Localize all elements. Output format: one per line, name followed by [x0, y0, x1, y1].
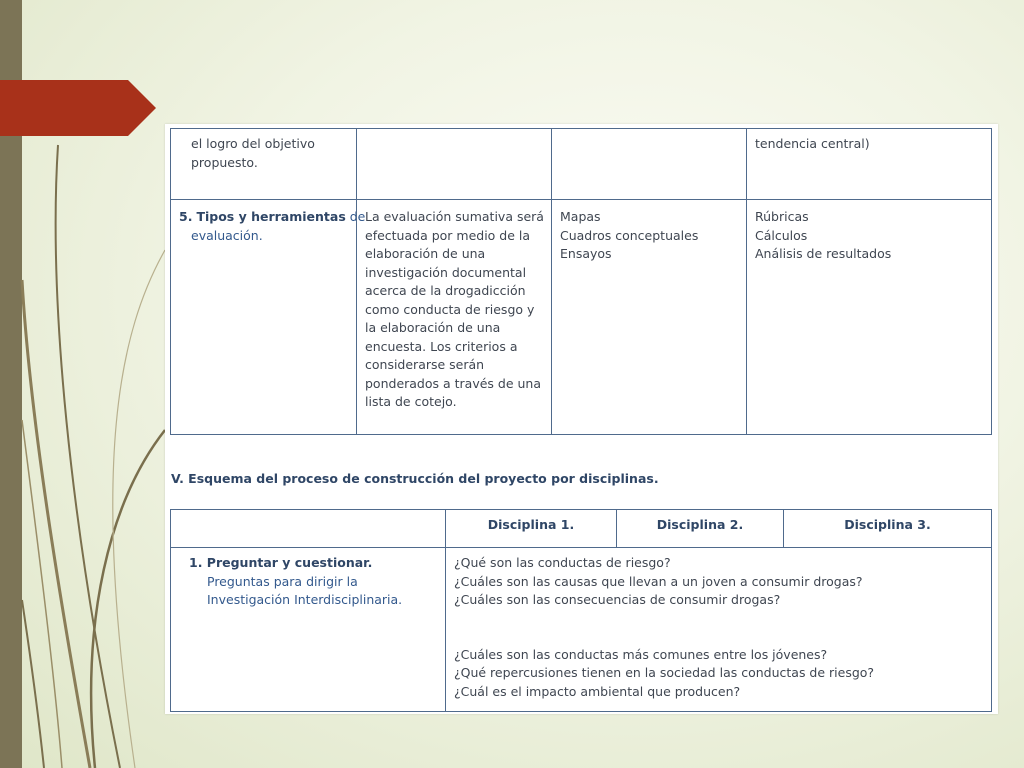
text-line: efectuada por medio de la	[365, 227, 531, 243]
top-table-r2-c2	[356, 199, 552, 435]
row-subtitle-line: Investigación Interdisciplinaria.	[207, 592, 403, 607]
question-item: ¿Cuáles son las causas que llevan a un joven a consumir drogas?	[454, 573, 863, 589]
text-line: elaboración de una	[365, 246, 486, 261]
item-title-rest: de	[349, 209, 366, 224]
row-subtitle-line: Preguntas para dirigir la	[207, 573, 358, 589]
text-line: Ensayos	[560, 246, 612, 261]
question-item: ¿Qué repercusiones tienen en la sociedad las conductas de riesgo?	[454, 665, 875, 680]
question-item: ¿Cuál es el impacto ambiental que producen?	[454, 683, 741, 699]
title-arrow-shape	[0, 80, 156, 136]
item-number: 5.	[179, 209, 193, 224]
question-item: ¿Cuáles son las conductas más comunes entre los jóvenes?	[454, 646, 828, 662]
text-line: Análisis de resultados	[755, 246, 892, 261]
header-label: Disciplina 3.	[844, 517, 931, 532]
top-table-r2-c4	[746, 199, 992, 435]
text-line: tendencia central)	[755, 136, 870, 151]
header-label: Disciplina 1.	[487, 517, 575, 532]
document-image	[165, 124, 998, 714]
section-v-heading: V. Esquema del proceso de construcción del proyecto por disciplinas.	[171, 471, 659, 486]
text-line: lista de cotejo.	[365, 394, 457, 409]
header-disciplina-1	[445, 509, 617, 548]
question-list-1	[454, 554, 983, 610]
header-disciplina-3	[783, 509, 992, 548]
text-line: Cálculos	[755, 227, 808, 243]
question-list-2	[454, 646, 983, 702]
text-line: acerca de la drogadicción	[365, 283, 526, 298]
text-line: el logro del objetivo	[191, 136, 315, 151]
row-title: 1. Preguntar y cuestionar.	[189, 555, 373, 570]
text-line: La evaluación sumativa será	[365, 209, 544, 224]
top-table-r1-c2	[356, 128, 552, 200]
top-table-r1-c1	[170, 128, 357, 200]
text-line: ponderados a través de una	[365, 375, 542, 391]
text-line: considerarse serán	[365, 357, 485, 372]
top-table-r2-c3	[551, 199, 747, 435]
top-table-r1-c4	[746, 128, 992, 200]
text-line: la elaboración de una	[365, 320, 501, 335]
text-line: propuesto.	[191, 154, 258, 170]
top-table-r1-c3	[551, 128, 747, 200]
text-line: Cuadros conceptuales	[560, 227, 699, 243]
item-title: Tipos y herramientas	[196, 209, 346, 224]
text-line: como conducta de riesgo y	[365, 301, 535, 317]
header-label: Disciplina 2.	[656, 517, 744, 532]
text-line: Rúbricas	[755, 209, 809, 224]
bottom-table-r1-questions	[445, 547, 992, 712]
text-line: encuesta. Los criterios a	[365, 338, 518, 354]
top-table-r2-c1	[170, 199, 366, 435]
header-disciplina-2	[616, 509, 784, 548]
text-line: investigación documental	[365, 264, 527, 280]
question-item: ¿Qué son las conductas de riesgo?	[454, 555, 671, 570]
bottom-table-r1-c1	[170, 547, 446, 712]
text-line: Mapas	[560, 209, 601, 224]
bottom-table-header-blank	[170, 509, 446, 548]
item-title-line2: evaluación.	[191, 227, 263, 243]
question-item: ¿Cuáles son las consecuencias de consumir drogas?	[454, 592, 781, 607]
